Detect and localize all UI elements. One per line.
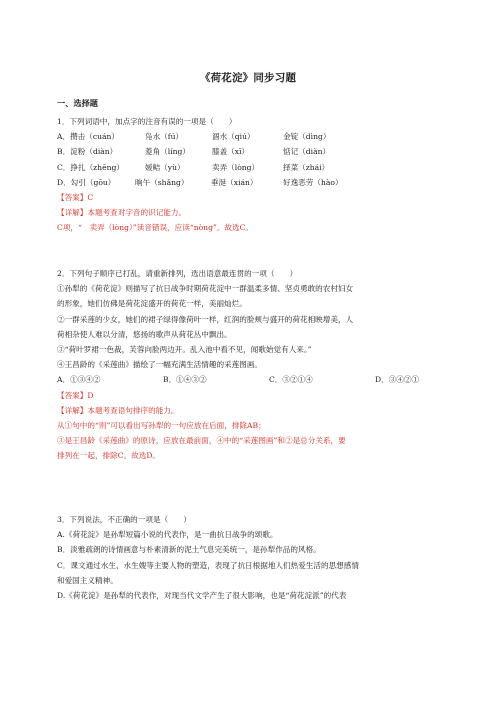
explanation-text: 从①句中的“则”可以看出写孙犁的一句应放在后面，排除AB； — [57, 421, 266, 431]
question-3 — [57, 512, 449, 603]
option-a: A．①③④② — [57, 375, 101, 385]
option-word: C．挣扎（zhēng） — [57, 162, 124, 172]
question-stem: 3．下列说法，不正确的一项是（ ） — [57, 515, 191, 524]
option-word: 垂涎（xián） — [211, 177, 258, 187]
option-c-cont: 和爱国主义精神。 — [57, 575, 118, 585]
option-row — [57, 372, 449, 387]
option-row-a — [57, 129, 449, 144]
sentence-1-cont: 的形象，她们仿佛是荷花淀盛开的荷花一样，美丽灿烂。 — [57, 299, 247, 309]
option-word: 好逸恶劳（hào） — [283, 177, 343, 187]
sentence-2: ②一群采莲的少女，她们的裙子绿得像荷叶一样，红润的脸颊与盛开的荷花相映增美，人 — [57, 314, 354, 324]
sentence-4: ④王昌龄的《采莲曲》描绘了一幅充满生活情趣的采莲图画。 — [57, 360, 263, 370]
question-stem: 1．下列词语中，加点字的注音有误的一项是（ ） — [57, 117, 237, 126]
document-title: 《荷花淀》同步习题 — [199, 72, 297, 84]
sentence-1: ①孙犁的《荷花淀》则描写了抗日战争时期荷花淀中一群温柔多情、坚贞勇敢的农村妇女 — [57, 284, 354, 294]
option-word: A．攒击（cuán） — [57, 132, 120, 142]
sentence-2-cont: 荷相杂使人难以分清，悠扬的歌声从荷花丛中飘出。 — [57, 329, 232, 339]
explanation-text-cont: 排列在一起，排除C。故选D。 — [57, 451, 161, 461]
option-word: 金锭（dìng） — [283, 132, 331, 142]
option-word: 择菜（zhái） — [283, 162, 330, 172]
option-word: B．淀粉（diàn） — [57, 147, 118, 157]
question-2 — [57, 266, 449, 464]
option-word: 膝盖（xī） — [212, 147, 250, 157]
option-word: D．勾引（gōu） — [57, 177, 116, 187]
option-d: D．③④②① — [375, 375, 420, 385]
option-a: A.《荷花淀》是孙犁短篇小说的代表作，是一曲抗日战争的颂歌。 — [57, 530, 278, 540]
option-b: B．淡雅疏朗的诗情画意与朴素清新的泥土气息完美统一，是孙犁作品的风格。 — [57, 545, 321, 555]
option-row-c — [57, 160, 449, 175]
question-stem: 2．下列句子顺序已打乱，请重新排列，选出语意最连贯的一项（ ） — [57, 269, 298, 278]
option-c: C．③②①④ — [269, 375, 313, 385]
option-b: B．①④③② — [163, 375, 207, 385]
option-word: 晌午（shǎng） — [135, 177, 189, 187]
option-row-b — [57, 144, 449, 159]
detail-label: 【详解】本题考查语句排序的能力。 — [57, 405, 179, 415]
option-word: 媛鲒（yù） — [145, 162, 185, 172]
answer-label: 【答案】D — [57, 390, 94, 400]
option-c: C．课文通过水生、水生嫂等主要人物的塑造，表现了抗日根据地人们热爱生活的思想感情 — [57, 560, 359, 570]
answer-label: 【答案】C — [57, 193, 94, 203]
section-heading: 一、选择题 — [57, 98, 98, 108]
option-word: 凫水（fú） — [145, 132, 184, 142]
option-word: 卖弄（lòng） — [212, 162, 260, 172]
option-word: 惦记（diàn） — [283, 147, 331, 157]
detail-label: 【详解】本题考查对字音的识记能力。 — [57, 208, 187, 218]
question-1 — [57, 114, 449, 236]
option-row-d — [57, 175, 449, 190]
option-word: 菱角（líng） — [145, 147, 190, 157]
explanation-text: C项，“ 卖弄（lòng）”读音错误，应读“nòng”。故选C。 — [57, 223, 254, 233]
sentence-3: ③“荷叶罗裙一色裁，芙蓉向脸两边开。乱入池中看不见，闻歌始觉有人来。” — [57, 345, 312, 355]
option-d: D.《荷花淀》是孙犁的代表作，对现当代文学产生了很大影响，也是“荷花淀派”的代表 — [57, 591, 347, 601]
option-word: 涸水（qiú） — [212, 132, 255, 142]
explanation-text: ③是王昌龄《采莲曲》的原诗，应放在最前面，④中的“采莲图画”和②是总分关系，要 — [57, 436, 346, 446]
